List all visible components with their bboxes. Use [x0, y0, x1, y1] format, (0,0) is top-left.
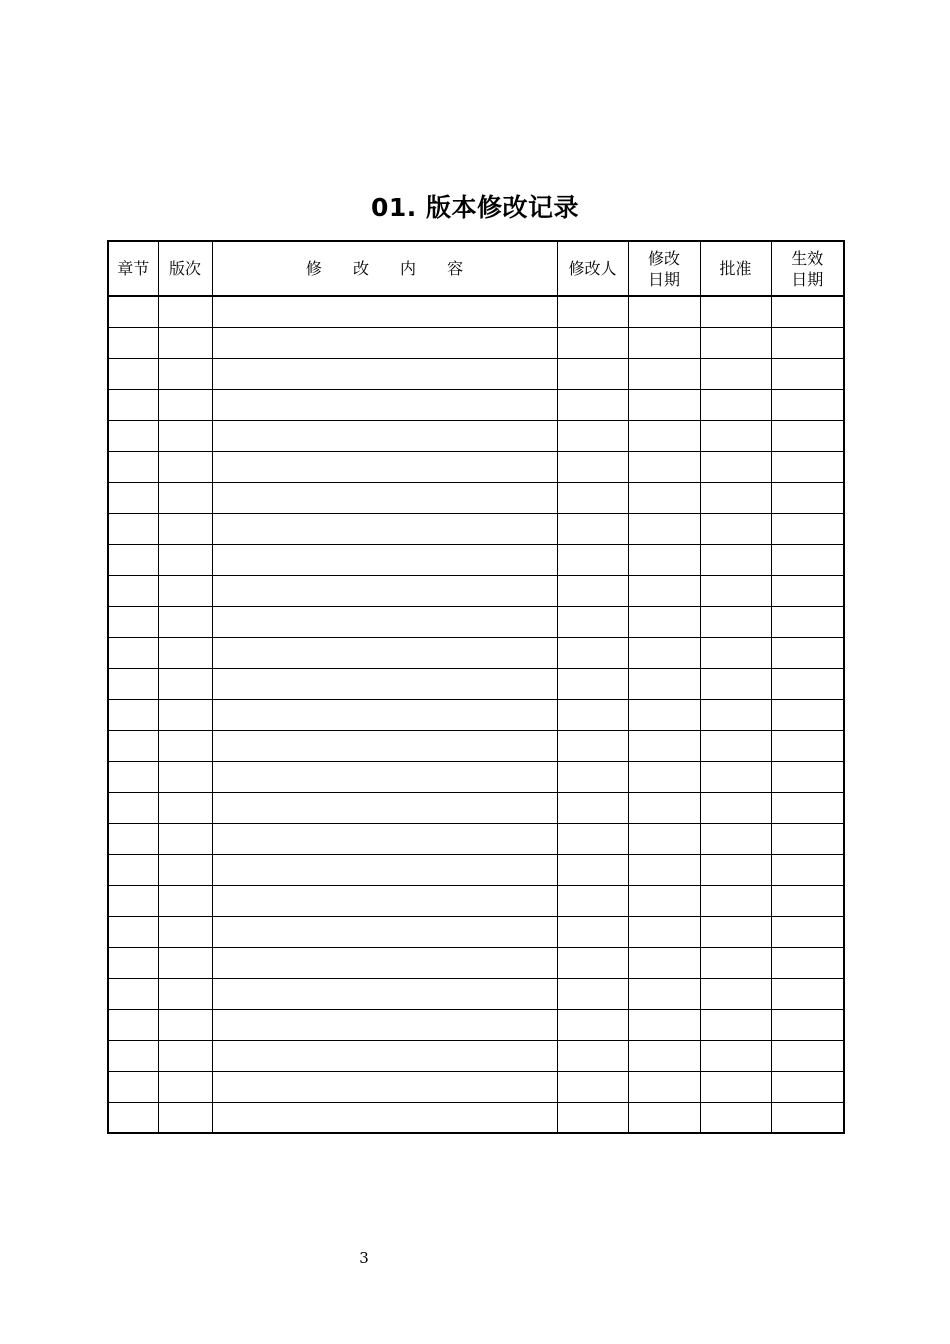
- chapter-cell: [108, 637, 158, 668]
- version-cell: [158, 668, 212, 699]
- content-cell: [212, 420, 557, 451]
- version-cell: [158, 885, 212, 916]
- approval-cell: [700, 327, 771, 358]
- effective-date-cell: [771, 637, 844, 668]
- modifier-cell: [557, 482, 628, 513]
- content-cell: [212, 885, 557, 916]
- content-cell: [212, 978, 557, 1009]
- content-cell: [212, 575, 557, 606]
- modifier-cell: [557, 451, 628, 482]
- chapter-cell: [108, 823, 158, 854]
- approval-cell: [700, 1102, 771, 1133]
- chapter-cell: [108, 420, 158, 451]
- modify-date-cell: [628, 296, 700, 327]
- version-cell: [158, 544, 212, 575]
- effective-date-cell: [771, 296, 844, 327]
- chapter-cell: [108, 947, 158, 978]
- effective-date-cell: [771, 1102, 844, 1133]
- header-modify-date: [628, 241, 700, 296]
- chapter-cell: [108, 916, 158, 947]
- modify-date-cell: [628, 358, 700, 389]
- table-row: [108, 296, 844, 327]
- header-effective-date-line2: 日期: [791, 269, 824, 289]
- content-cell: [212, 1009, 557, 1040]
- version-cell: [158, 389, 212, 420]
- modifier-cell: [557, 885, 628, 916]
- chapter-cell: [108, 1071, 158, 1102]
- table-header-row: [108, 241, 844, 296]
- table-row: [108, 544, 844, 575]
- effective-date-cell: [771, 513, 844, 544]
- effective-date-cell: [771, 575, 844, 606]
- approval-cell: [700, 1071, 771, 1102]
- effective-date-cell: [771, 420, 844, 451]
- content-cell: [212, 699, 557, 730]
- modify-date-cell: [628, 730, 700, 761]
- chapter-cell: [108, 978, 158, 1009]
- modify-date-cell: [628, 575, 700, 606]
- version-cell: [158, 947, 212, 978]
- content-cell: [212, 389, 557, 420]
- chapter-cell: [108, 513, 158, 544]
- effective-date-cell: [771, 482, 844, 513]
- version-cell: [158, 451, 212, 482]
- approval-cell: [700, 854, 771, 885]
- modifier-cell: [557, 420, 628, 451]
- modify-date-cell: [628, 668, 700, 699]
- chapter-cell: [108, 606, 158, 637]
- modify-date-cell: [628, 978, 700, 1009]
- content-cell: [212, 792, 557, 823]
- modify-date-cell: [628, 1102, 700, 1133]
- table-row: [108, 327, 844, 358]
- modify-date-cell: [628, 327, 700, 358]
- chapter-cell: [108, 792, 158, 823]
- effective-date-cell: [771, 1009, 844, 1040]
- modify-date-cell: [628, 513, 700, 544]
- effective-date-cell: [771, 792, 844, 823]
- table-row: [108, 389, 844, 420]
- modifier-cell: [557, 854, 628, 885]
- chapter-cell: [108, 1102, 158, 1133]
- modifier-cell: [557, 513, 628, 544]
- approval-cell: [700, 761, 771, 792]
- table-row: [108, 1071, 844, 1102]
- table-row: [108, 358, 844, 389]
- content-cell: [212, 637, 557, 668]
- modify-date-cell: [628, 1040, 700, 1071]
- modify-date-cell: [628, 544, 700, 575]
- version-cell: [158, 978, 212, 1009]
- modifier-cell: [557, 606, 628, 637]
- version-cell: [158, 637, 212, 668]
- modifier-cell: [557, 916, 628, 947]
- content-cell: [212, 730, 557, 761]
- version-cell: [158, 730, 212, 761]
- modifier-cell: [557, 1009, 628, 1040]
- modify-date-cell: [628, 1009, 700, 1040]
- modifier-cell: [557, 947, 628, 978]
- table-row: [108, 916, 844, 947]
- modifier-cell: [557, 544, 628, 575]
- modify-date-cell: [628, 482, 700, 513]
- content-cell: [212, 296, 557, 327]
- header-chapter: 章节: [108, 241, 158, 296]
- modifier-cell: [557, 358, 628, 389]
- version-cell: [158, 482, 212, 513]
- table-row: [108, 823, 844, 854]
- content-cell: [212, 1102, 557, 1133]
- approval-cell: [700, 668, 771, 699]
- table-row: [108, 668, 844, 699]
- approval-cell: [700, 978, 771, 1009]
- table-row: [108, 575, 844, 606]
- approval-cell: [700, 916, 771, 947]
- version-cell: [158, 1102, 212, 1133]
- approval-cell: [700, 885, 771, 916]
- effective-date-cell: [771, 761, 844, 792]
- table-row: [108, 947, 844, 978]
- header-approval: 批准: [700, 241, 771, 296]
- chapter-cell: [108, 668, 158, 699]
- effective-date-cell: [771, 978, 844, 1009]
- modify-date-cell: [628, 916, 700, 947]
- effective-date-cell: [771, 730, 844, 761]
- modify-date-cell: [628, 761, 700, 792]
- content-cell: [212, 668, 557, 699]
- effective-date-cell: [771, 1071, 844, 1102]
- table-row: [108, 978, 844, 1009]
- table-row: [108, 513, 844, 544]
- modifier-cell: [557, 637, 628, 668]
- content-cell: [212, 1071, 557, 1102]
- table-row: [108, 482, 844, 513]
- approval-cell: [700, 947, 771, 978]
- table-row: [108, 1040, 844, 1071]
- effective-date-cell: [771, 606, 844, 637]
- modify-date-cell: [628, 792, 700, 823]
- content-cell: [212, 947, 557, 978]
- effective-date-cell: [771, 668, 844, 699]
- table-row: [108, 451, 844, 482]
- modify-date-cell: [628, 947, 700, 978]
- chapter-cell: [108, 885, 158, 916]
- table-row: [108, 699, 844, 730]
- page-title: 01. 版本修改记录: [371, 193, 579, 222]
- table-row: [108, 761, 844, 792]
- approval-cell: [700, 420, 771, 451]
- effective-date-cell: [771, 823, 844, 854]
- chapter-cell: [108, 1009, 158, 1040]
- table-row: [108, 730, 844, 761]
- modify-date-cell: [628, 637, 700, 668]
- content-cell: [212, 823, 557, 854]
- version-cell: [158, 699, 212, 730]
- chapter-cell: [108, 761, 158, 792]
- approval-cell: [700, 358, 771, 389]
- table-row: [108, 792, 844, 823]
- approval-cell: [700, 513, 771, 544]
- header-version: 版次: [158, 241, 212, 296]
- modify-date-cell: [628, 420, 700, 451]
- version-cell: [158, 761, 212, 792]
- modifier-cell: [557, 668, 628, 699]
- table-row: [108, 1102, 844, 1133]
- version-cell: [158, 1009, 212, 1040]
- version-cell: [158, 296, 212, 327]
- version-cell: [158, 420, 212, 451]
- table-row: [108, 637, 844, 668]
- chapter-cell: [108, 358, 158, 389]
- chapter-cell: [108, 327, 158, 358]
- content-cell: [212, 482, 557, 513]
- modify-date-cell: [628, 699, 700, 730]
- effective-date-cell: [771, 916, 844, 947]
- approval-cell: [700, 482, 771, 513]
- header-modify-date-line1: 修改: [647, 248, 680, 268]
- modifier-cell: [557, 823, 628, 854]
- content-cell: [212, 451, 557, 482]
- approval-cell: [700, 451, 771, 482]
- approval-cell: [700, 699, 771, 730]
- modifier-cell: [557, 575, 628, 606]
- modify-date-cell: [628, 606, 700, 637]
- modify-date-cell: [628, 451, 700, 482]
- version-cell: [158, 575, 212, 606]
- version-cell: [158, 1040, 212, 1071]
- chapter-cell: [108, 730, 158, 761]
- effective-date-cell: [771, 854, 844, 885]
- chapter-cell: [108, 451, 158, 482]
- content-cell: [212, 327, 557, 358]
- modify-date-cell: [628, 823, 700, 854]
- header-modifier: 修改人: [557, 241, 628, 296]
- effective-date-cell: [771, 389, 844, 420]
- table-row: [108, 606, 844, 637]
- modifier-cell: [557, 1102, 628, 1133]
- header-content: 修 改 内 容: [212, 241, 557, 296]
- approval-cell: [700, 823, 771, 854]
- chapter-cell: [108, 1040, 158, 1071]
- effective-date-cell: [771, 885, 844, 916]
- effective-date-cell: [771, 1040, 844, 1071]
- content-cell: [212, 358, 557, 389]
- revision-record-table: [107, 240, 845, 1134]
- chapter-cell: [108, 699, 158, 730]
- content-cell: [212, 916, 557, 947]
- table-body: [108, 296, 844, 1133]
- content-cell: [212, 606, 557, 637]
- version-cell: [158, 513, 212, 544]
- content-cell: [212, 761, 557, 792]
- version-cell: [158, 1071, 212, 1102]
- modifier-cell: [557, 978, 628, 1009]
- chapter-cell: [108, 482, 158, 513]
- version-cell: [158, 606, 212, 637]
- chapter-cell: [108, 854, 158, 885]
- version-cell: [158, 854, 212, 885]
- effective-date-cell: [771, 327, 844, 358]
- approval-cell: [700, 792, 771, 823]
- effective-date-cell: [771, 699, 844, 730]
- approval-cell: [700, 1009, 771, 1040]
- modify-date-cell: [628, 1071, 700, 1102]
- table-row: [108, 1009, 844, 1040]
- header-effective-date: [771, 241, 844, 296]
- modifier-cell: [557, 730, 628, 761]
- content-cell: [212, 544, 557, 575]
- effective-date-cell: [771, 451, 844, 482]
- approval-cell: [700, 1040, 771, 1071]
- modify-date-cell: [628, 885, 700, 916]
- approval-cell: [700, 575, 771, 606]
- table-row: [108, 854, 844, 885]
- modifier-cell: [557, 1071, 628, 1102]
- chapter-cell: [108, 389, 158, 420]
- modifier-cell: [557, 761, 628, 792]
- header-modify-date-line2: 日期: [647, 269, 680, 289]
- approval-cell: [700, 389, 771, 420]
- table-row: [108, 885, 844, 916]
- modifier-cell: [557, 327, 628, 358]
- approval-cell: [700, 544, 771, 575]
- effective-date-cell: [771, 358, 844, 389]
- modify-date-cell: [628, 854, 700, 885]
- version-cell: [158, 916, 212, 947]
- effective-date-cell: [771, 544, 844, 575]
- modifier-cell: [557, 389, 628, 420]
- version-cell: [158, 823, 212, 854]
- page-number: 3: [359, 1249, 369, 1267]
- content-cell: [212, 854, 557, 885]
- modifier-cell: [557, 1040, 628, 1071]
- table-row: [108, 420, 844, 451]
- modifier-cell: [557, 296, 628, 327]
- header-effective-date-line1: 生效: [791, 248, 824, 268]
- approval-cell: [700, 637, 771, 668]
- chapter-cell: [108, 296, 158, 327]
- version-cell: [158, 358, 212, 389]
- approval-cell: [700, 606, 771, 637]
- modify-date-cell: [628, 389, 700, 420]
- content-cell: [212, 513, 557, 544]
- version-cell: [158, 792, 212, 823]
- approval-cell: [700, 296, 771, 327]
- version-cell: [158, 327, 212, 358]
- chapter-cell: [108, 544, 158, 575]
- effective-date-cell: [771, 947, 844, 978]
- modifier-cell: [557, 699, 628, 730]
- modifier-cell: [557, 792, 628, 823]
- approval-cell: [700, 730, 771, 761]
- content-cell: [212, 1040, 557, 1071]
- chapter-cell: [108, 575, 158, 606]
